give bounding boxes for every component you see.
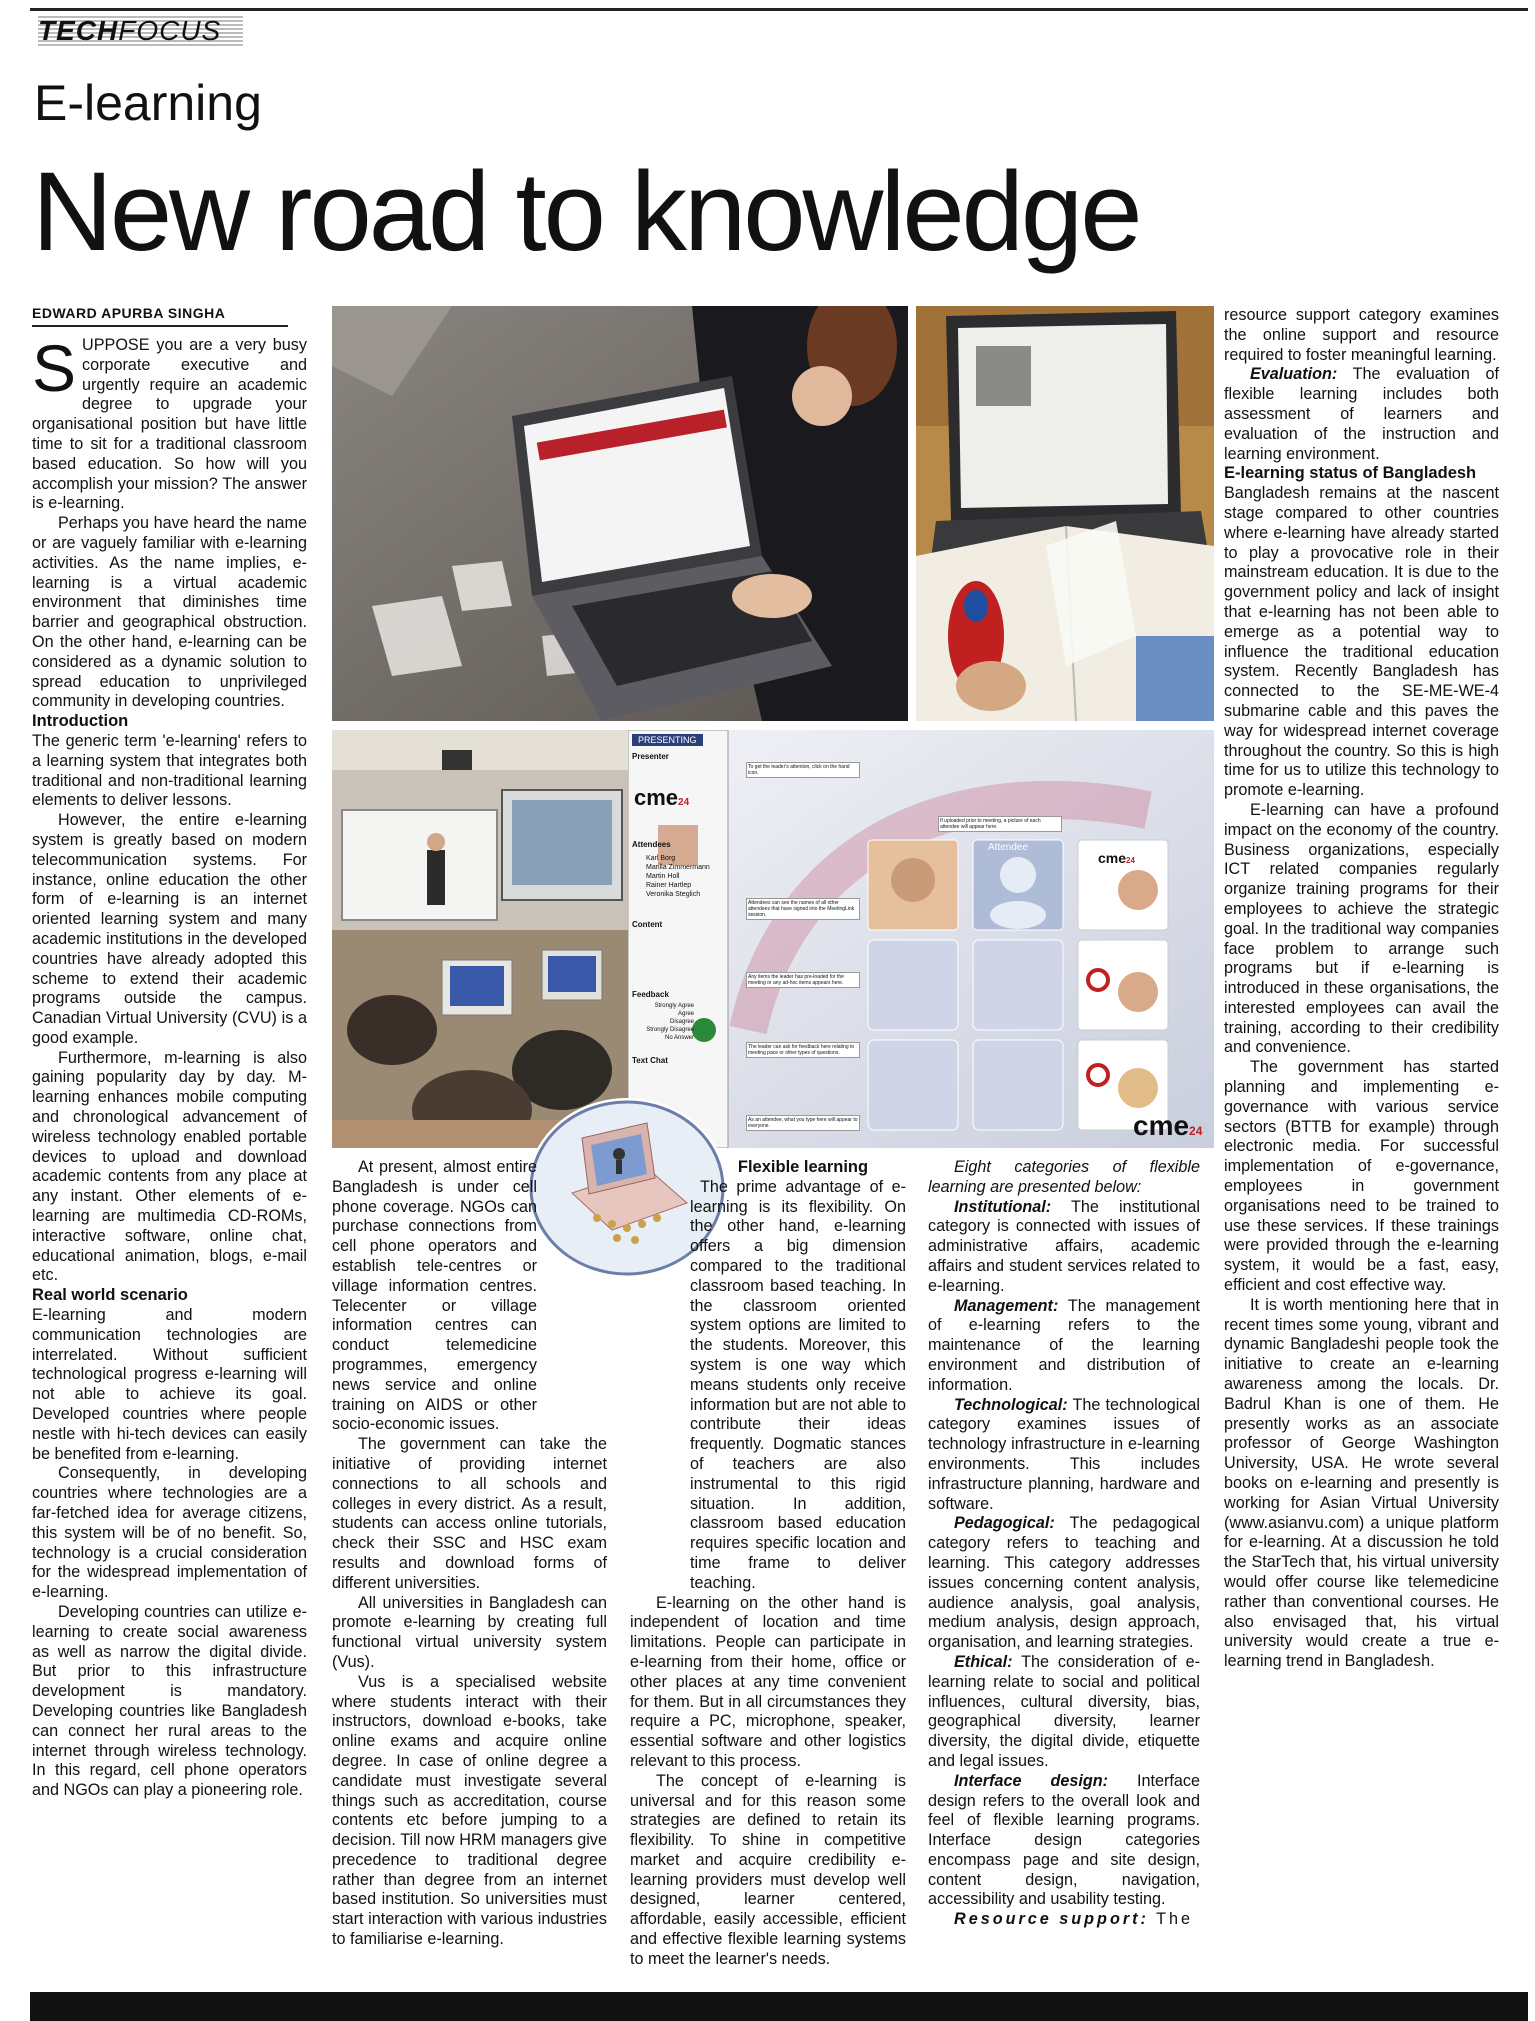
paragraph [32, 331, 307, 514]
category-text: The management of e-learning refers to the maintenance of the learning environment and distribution of information. [928, 1296, 1200, 1394]
tooltip: To get the leader's attention, click on the hand icon. [746, 762, 860, 778]
paragraph: E-learning and modern communication technologies are interrelated. Without sufficient technological progress e-learning will not able to achieve its goal. Developed countries where people nestle with hi-tech devices can easily be benefited from e-learning. [32, 1306, 307, 1463]
presenter-label: Presenter [632, 752, 669, 761]
paragraph: Bangladesh remains at the nascent stage compared to other countries where e-learning have already started to play a provocative role in their mainstream education. It is due to the government policy and lack of insight that e-learning has not been able to emerge as a potential way to influence the traditional education system. Recently Bangladesh has connected to the SE-ME-WE-4 submarine cable and this paves the way for widespread internet coverage throughout the country. So this is high time for us to utilize this technology to promote e-learning. [1224, 484, 1499, 800]
category-text: The institutional category is connected with issues of administrative affairs, academic affairs and student services related to e-learning. [928, 1197, 1200, 1295]
paragraph: E-learning on the other hand is independent of location and time limitations. People can participate in e-learning from their home, office or other places at any time convenient for them. But in all circumstances they require a PC, microphone, speaker, essential software and other logistics relevant to this process. [630, 1593, 906, 1770]
feedback-label: Feedback [632, 990, 669, 999]
category-management [928, 1297, 1200, 1396]
category-text: The [1156, 1910, 1194, 1929]
attendee-name: Rainer Hartlep [646, 882, 692, 889]
paragraph-text: UPPOSE you are a very busy corporate executive and urgently require an academic degree to upgrade your organisational position but have little time to sit for a traditional classroom based education. So how will you accomplish your mission? The answer is e-learning. [32, 336, 307, 513]
category-evaluation [1224, 365, 1499, 464]
category-ethical [928, 1653, 1200, 1772]
tooltip: As an attendee, what you type here will appear to everyone. [746, 1115, 860, 1131]
paragraph: At present, almost entire Bangladesh is under cell phone coverage. NGOs can purchase connections from cell phone operators and establish tele-centres or village information centres. Telecenter or village information centres can conduct telemedicine programmes, emergency news service and online training on AIDS or other socio-economic issues. [332, 1158, 537, 1434]
paragraph: Perhaps you have heard the name or are vaguely familiar with e-learning activities. As the name implies, e-learning is a virtual academic environment that diminishes time barrier and geographical obstruction. On the other hand, e-learning can be considered as a dynamic solution to spread education to unprivileged community in developing countries. [32, 514, 307, 711]
paragraph: The concept of e-learning is universal and for this reason some strategies are defined to retain its flexibility. To shine in competitive market and acquire credibility e-learning providers must develop well designed, learner centered, affordable, easily accessible, efficient and effective flexible learning systems to meet the learner's needs. [630, 1771, 906, 1968]
tooltip: If uploaded prior to meeting, a picture of each attendee will appear here. [938, 816, 1062, 832]
kicker-bold: TECH [38, 15, 119, 46]
software-screenshot [628, 730, 1214, 1148]
brand-name: cme [634, 785, 679, 810]
category-institutional [928, 1198, 1200, 1297]
column-5 [1224, 306, 1499, 1672]
text-chat-label: Text Chat [632, 1056, 668, 1065]
brand-name: cme [1133, 1110, 1190, 1141]
category-title: Evaluation: [1250, 365, 1338, 384]
category-interface-design [928, 1772, 1200, 1911]
brand-name: cme [1098, 850, 1127, 866]
category-technological [928, 1396, 1200, 1515]
presenting-badge: PRESENTING [632, 734, 703, 746]
brand-number: 24 [1126, 856, 1135, 865]
section-kicker [38, 16, 243, 46]
attendee-name: Martin Holl [646, 873, 680, 880]
laptop-user-illustration [332, 306, 908, 721]
category-text: Interface design refers to the overall look and feel of flexible learning programs. Interface design categories encompass page and site design, content design, navigation, accessibility and usability testing. [928, 1771, 1200, 1909]
photo-classroom [332, 730, 628, 1148]
paragraph: resource support category examines the online support and resource required to foster meaningful learning. [1224, 306, 1499, 364]
paragraph: E-learning can have a profound impact on the economy of the country. Business organizations, especially ICT related companies regularly organize training programs for their employees to achieve the strategic goal. In the traditional way companies face problem to arrange such programs but if e-learning is introduced in these organisations, the interested employees can avail the training, according to their credibility and convenience. [1224, 800, 1499, 1057]
attendee-name: Marilla Zimmermann [646, 864, 710, 871]
brand-logo-large [1133, 1110, 1202, 1142]
column-4 [928, 1158, 1200, 1930]
tooltip: The leader can ask for feedback here relating to meeting pace or other types of questions. [746, 1042, 860, 1058]
tooltip: Any items the leader has pre-loaded for the meeting or any ad-hoc items appears here. [746, 972, 860, 988]
category-title: Ethical: [954, 1652, 1013, 1671]
column-3 [630, 1158, 906, 1970]
strap-title: E-learning [34, 75, 262, 131]
paragraph: However, the entire e-learning system is greatly based on modern telecommunication systems. For instance, online education the other form of e-learning is an internet oriented learning system and many academic institutions in the developed countries have already adopted this scheme to extend their academic programs outside the campus. Canadian Virtual University (CVU) is a good example. [32, 811, 307, 1047]
brand-number: 24 [1189, 1124, 1203, 1138]
category-text: The pedagogical category refers to teaching and learning. This category addresses issues concerning content analysis, audience analysis, goal analysis, medium analysis, design approach, organisation, and learning strategies. [928, 1514, 1200, 1652]
feedback-option: Strongly Disagree [646, 1027, 694, 1033]
attendees-label: Attendees [632, 840, 671, 849]
byline-text: EDWARD APURBA SINGHA [32, 305, 226, 321]
attendee-list [646, 854, 710, 899]
category-title: Resource support: [954, 1910, 1149, 1929]
paragraph: Developing countries can utilize e-learning to create social awareness as well as narrow the digital divide. But prior to this infrastructure development is mandatory. Developing countries like Bangladesh can connect her rural areas to the internet through wireless technology. In this regard, cell phone operators and NGOs can play a pioneering role. [32, 1603, 307, 1800]
paragraph: The generic term 'e-learning' refers to a learning system that integrates both traditional and non-traditional learning elements to deliver lessons. [32, 731, 307, 810]
category-title: Interface design: [954, 1771, 1109, 1790]
photo-laptop-user [332, 306, 908, 721]
byline [32, 305, 288, 327]
column-1 [32, 331, 307, 1801]
paragraph: The government can take the initiative of providing internet connections to all schools and colleges in every district. As a result, students can access online tutorials, check their SSC and HSC exam results and download forms of different universities. [332, 1435, 607, 1592]
attendee-name: Veronika Steglich [646, 891, 701, 898]
feedback-option: Strongly Agree [654, 1003, 694, 1009]
feedback-options [634, 1002, 694, 1042]
top-rule [30, 8, 1528, 11]
screenshot-background [628, 730, 1214, 1148]
category-title: Institutional: [954, 1197, 1052, 1216]
attendee-tile-label: Attendee [988, 842, 1029, 853]
paragraph: The government has started planning and implementing e-governance with various service sectors (BTTB for example) through electronic media. For successful implementation of e-governance, employees in government organisations need to be trained to use these services. If these trainings were provided through the e-learning system, it would be a fast, easy, efficient and cost effective way. [1224, 1058, 1499, 1295]
kicker-light: FOCUS [118, 15, 222, 46]
category-title: Pedagogical: [954, 1514, 1055, 1533]
bottom-bar [30, 1992, 1528, 2021]
photo-book-laptop [916, 306, 1214, 721]
category-text: The consideration of e-learning relate to social and political influences, cultural diversity, bias, geographical diversity, learner diversity, the digital divide, etiquette and legal issues. [928, 1652, 1200, 1770]
paragraph: All universities in Bangladesh can promote e-learning by creating full functional virtual university system (Vus). [332, 1593, 607, 1671]
brand-logo-tile [1098, 850, 1135, 866]
feedback-option: Agree [677, 1011, 694, 1017]
tooltip: Attendees can see the names of all other attendees that have signed into the MeetingLink session. [746, 898, 860, 920]
column-2 [332, 1158, 607, 1950]
subhead-introduction: Introduction [32, 712, 129, 731]
subhead-flexible-learning: Flexible learning [737, 1158, 869, 1176]
attendee-name: Karl Borg [646, 855, 676, 862]
paragraph: Vus is a specialised website where students interact with their instructors, download e-books, take online exams and acquire online degree. In case of online degree a candidate must investigate several things such as accreditation, course contents etc before jumping to a decision. Till now HRM managers give precedence to traditional degree rather than degree from an internet based institution. So universities must start interaction with various industries to familiarise e-learning. [332, 1672, 607, 1949]
category-text: The technological category examines issues of technology infrastructure in e-learning environments. This includes infrastructure planning, hardware and software. [928, 1395, 1200, 1513]
category-resource-support [928, 1910, 1200, 1930]
brand-logo-small [634, 785, 689, 811]
brand-number: 24 [678, 797, 690, 808]
subhead-real-world: Real world scenario [32, 1286, 188, 1305]
paragraph: Consequently, in developing countries where technologies are a far-fetched idea for average citizens, this system will be of no benefit. So, technology is a crucial consideration for the widespread implementation of e-learning. [32, 1464, 307, 1602]
classroom-illustration [332, 730, 628, 1148]
categories-intro: Eight categories of flexible learning are presented below: [928, 1158, 1200, 1196]
book-laptop-illustration [916, 306, 1214, 721]
feedback-option: No Answer [664, 1035, 694, 1041]
content-label: Content [632, 920, 663, 929]
paragraph: The prime advantage of e-learning is its flexibility. On the other hand, e-learning offers a big dimension compared to the traditional classroom based teaching. In the classroom oriented system options are limited to the students. Moreover, this system is one way which means students only receive information but are not able to contribute their ideas frequently. Dogmatic stances of teachers are also instrumental to this rigid situation. In addition, classroom based education requires specific location and time frame to deliver teaching. [690, 1177, 906, 1592]
feedback-option: Disagree [669, 1019, 694, 1025]
headline: New road to knowledge [32, 149, 1140, 274]
drop-cap: S [32, 331, 77, 405]
subhead-status-bangladesh: E-learning status of Bangladesh [1224, 464, 1477, 483]
paragraph: It is worth mentioning here that in recent times some young, vibrant and dynamic Bangladeshi people took the initiative to create an e-learning awareness among the locals. Dr. Badrul Khan is one of them. He presently works as an associate professor of George Washington University, USA. He wrote several books on e-learning and presently is working for Asian Virtual University (www.asianvu.com) a unique platform for e-learning. At a discussion he told the StarTech that, his virtual university would offer course like telemedicine rather than conventional courses. He also envisaged that, his virtual university would create a true e-learning trend in Bangladesh. [1224, 1295, 1499, 1671]
category-text: The evaluation of flexible learning includes both assessment of learners and evaluation of the instruction and learning environment. [1224, 365, 1499, 463]
paragraph: Furthermore, m-learning is also gaining popularity day by day. M-learning enhances mobile computing and chronological advancement of wireless technology enabled portable devices to upload and download academic contents from any place at any instant. Other elements of e-learning are multimedia CD-ROMs, interactive software, online chat, educational animation, blogs, e-mail etc. [32, 1048, 307, 1285]
category-title: Management: [954, 1296, 1059, 1315]
category-title: Technological: [954, 1395, 1068, 1414]
category-pedagogical [928, 1514, 1200, 1653]
